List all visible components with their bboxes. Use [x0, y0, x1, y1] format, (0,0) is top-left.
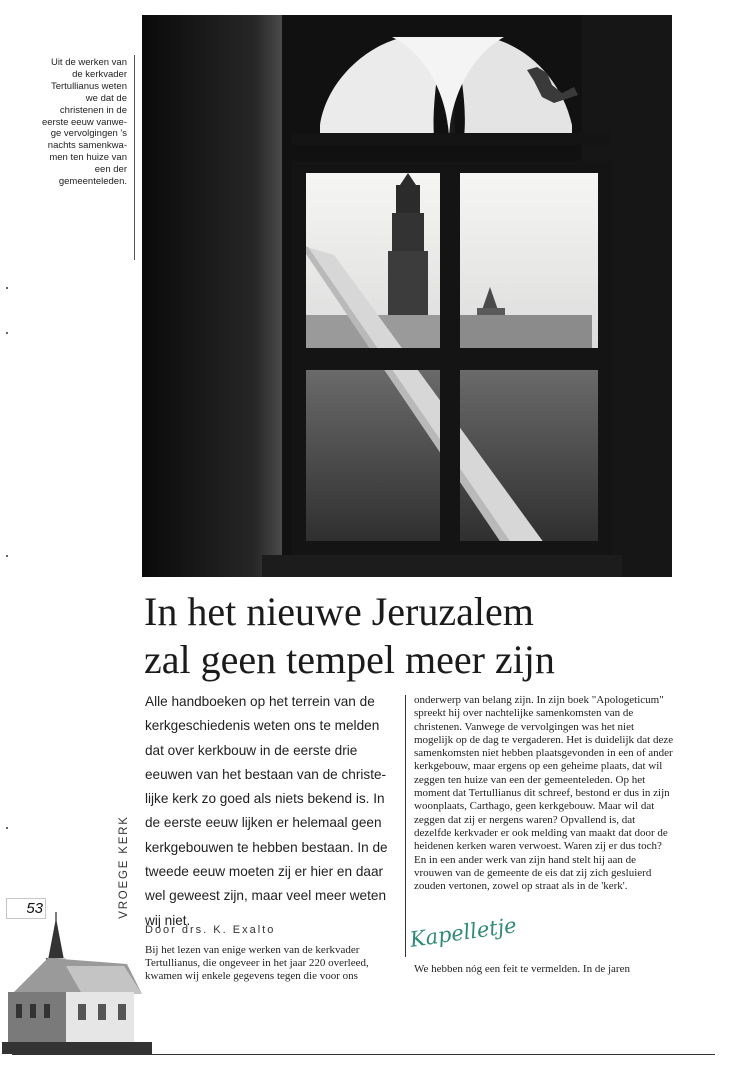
article-title	[144, 588, 704, 684]
page-number: 53	[6, 898, 46, 919]
margin-mark	[6, 287, 8, 289]
intro-paragraph: Alle handboeken op het terrein van de kerkgeschiedenis weten ons te melden dat over kerkbouw in de eerste drie eeuwen van het bestaan van de christelijke kerk zo goed als niets bekend is. In de eerste eeuw lijken er helemaal geen kerkgebouwen te hebben bestaan. In de tweede eeuw moeten zij er hier en daar wel geweest zijn, maar veel meer weten wij niet.	[145, 694, 388, 928]
sidenote: Uit de werken van de kerkvader Tertullianus weten we dat de christenen in de eerste eeuw vanwege vervolgingen 's nachts samenkwamen ten huize van een der gemeenteleden.	[41, 57, 127, 188]
window-photo	[142, 15, 672, 577]
body-right-column: onderwerp van belang zijn. In zijn boek "Apologeticum" spreekt hij over nachtelijke samenkomsten van de christenen. Vanwege de vervolgingen was het niet mogelijk op de dag te vergaderen. Het is duidelijk dat deze samenkomsten niet hebben plaatsgevonden in een of ander kerkgebouw, maar ergens op een geheime plaats, dat wil zeggen ten huize van een der gemeenteleden. Op het moment dat Tertullianus dit schreef, bestond er dus in zijn woonplaats, Carthago, geen kerkgebouw. Maar wil dat zeggen dat zij er nergens waren? Opvallend is, dat dezelfde kerkvader er ook melding van maakt dat door de heidenen kerken waren verwoest. Waren zij er dus toch? En in een ander werk van zijn hand stelt hij aan de vrouwen van de gemeente de eis dat zij zich gesluierd zouden vertonen, zowel op straat als in de 'kerk'.	[414, 694, 674, 893]
byline: Door drs. K. Exalto	[145, 924, 276, 936]
title-line-1: In het nieuwe Jeruzalem	[144, 589, 534, 634]
sidenote-rule	[134, 55, 135, 260]
subheading: Kapelletje	[408, 913, 518, 952]
church-icon	[2, 912, 152, 1059]
margin-mark	[6, 555, 8, 557]
margin-mark	[6, 827, 8, 829]
column-rule	[405, 695, 406, 957]
bottom-rule	[12, 1054, 715, 1055]
section-label: VROEGE KERK	[118, 815, 130, 919]
body-left-column: Bij het lezen van enige werken van de kerkvader Tertullianus, die ongeveer in het jaar 220 overleed, kwamen wij enkele gegevens tegen die voor ons	[145, 944, 369, 982]
margin-mark	[6, 332, 8, 334]
title-line-2: zal geen tempel meer zijn	[144, 637, 555, 682]
body-right-continuation: We hebben nóg een feit te vermelden. In de jaren	[414, 963, 630, 975]
